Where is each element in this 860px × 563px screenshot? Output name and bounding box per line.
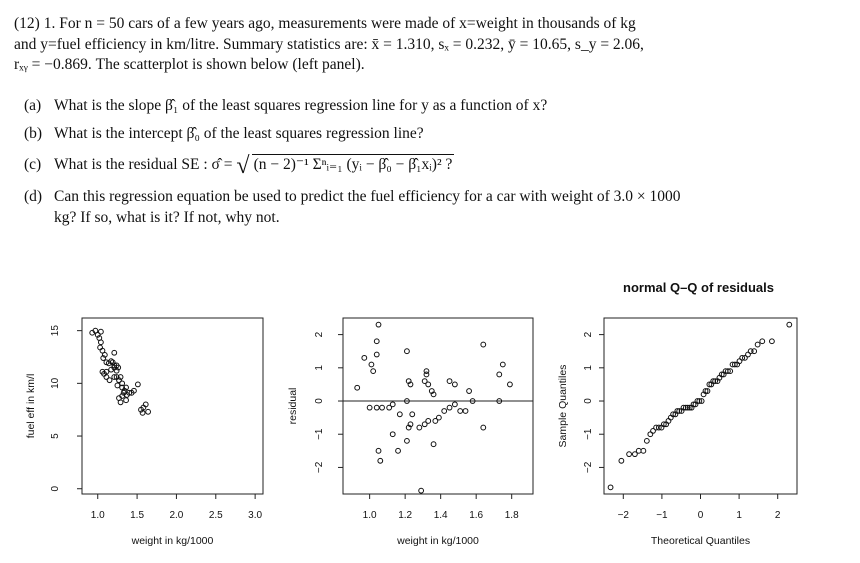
chart-title: normal Q–Q of residuals	[623, 280, 774, 295]
data-point	[627, 452, 632, 457]
data-point	[458, 409, 463, 414]
data-point	[500, 362, 505, 367]
data-point	[374, 405, 379, 410]
x-tick-label: 2.5	[208, 510, 223, 521]
x-tick-label: 1.8	[504, 510, 519, 521]
intro-line-2: and y=fuel efficiency in km/litre. Summary statistics are: x̄ = 1.310, sₓ = 0.232, ȳ = 10.65, s_y = 2.06,	[14, 35, 644, 53]
data-point	[124, 398, 129, 403]
data-point	[508, 382, 513, 387]
question-b-label: (b)	[24, 125, 43, 142]
data-point	[417, 425, 422, 430]
y-axis-label: Sample Quantiles	[557, 364, 569, 448]
y-tick-label: −2	[314, 461, 325, 474]
x-axis-label: weight in kg/1000	[131, 535, 214, 547]
plot-frame	[82, 318, 263, 494]
data-point	[374, 339, 379, 344]
y-tick-label: −2	[583, 461, 594, 474]
y-tick-label: 1	[583, 365, 594, 371]
data-point	[608, 485, 613, 490]
data-point	[355, 385, 360, 390]
data-point	[371, 369, 376, 374]
x-tick-label: 3.0	[248, 510, 263, 521]
x-tick-label: 1.4	[433, 510, 448, 521]
x-tick-label: −2	[617, 510, 630, 521]
chart-1	[25, 318, 263, 547]
y-tick-label: 15	[50, 325, 61, 337]
data-point	[419, 488, 424, 493]
data-point	[378, 458, 383, 463]
data-point	[426, 419, 431, 424]
data-point	[481, 342, 486, 347]
data-point	[369, 362, 374, 367]
data-point	[447, 379, 452, 384]
y-axis-label: fuel eff in km/l	[25, 373, 37, 439]
y-tick-label: −1	[314, 428, 325, 440]
question-d-text-line-1: Can this regression equation be used to predict the fuel efficiency for a car with weight of 3.0 × 1000	[54, 188, 681, 205]
data-point	[442, 409, 447, 414]
data-point	[636, 448, 641, 453]
data-point	[118, 400, 123, 405]
data-point	[405, 349, 410, 354]
data-point	[755, 342, 760, 347]
data-point	[452, 402, 457, 407]
question-b-text: What is the intercept β̂₀ of the least squares regression line?	[54, 125, 424, 142]
data-point	[367, 405, 372, 410]
y-tick-label: 5	[50, 433, 61, 439]
x-tick-label: 1.6	[469, 510, 484, 521]
x-tick-label: 0	[697, 510, 704, 521]
question-c-text: What is the residual SE : σ̂ =	[54, 156, 233, 173]
data-point	[447, 405, 452, 410]
data-point	[644, 438, 649, 443]
y-tick-label: 10	[50, 377, 61, 389]
x-tick-label: 2.0	[169, 510, 184, 521]
data-point	[752, 349, 757, 354]
data-point	[619, 458, 624, 463]
data-point	[362, 355, 367, 360]
y-tick-label: 2	[314, 331, 325, 338]
data-point	[424, 372, 429, 377]
data-point	[426, 382, 431, 387]
chart-3	[557, 280, 797, 547]
x-axis-label: Theoretical Quantiles	[650, 535, 751, 547]
y-tick-label: 2	[583, 331, 594, 338]
x-tick-label: 2	[774, 510, 781, 521]
data-point	[374, 352, 379, 357]
data-point	[481, 425, 486, 430]
chart-2	[287, 318, 533, 547]
x-tick-label: 1	[736, 510, 742, 521]
y-tick-label: 0	[314, 398, 325, 404]
data-point	[98, 340, 103, 345]
y-axis-label: residual	[287, 387, 299, 425]
data-point	[107, 378, 112, 383]
data-point	[770, 339, 775, 344]
data-point	[641, 448, 646, 453]
data-point	[376, 448, 381, 453]
x-tick-label: −1	[656, 510, 668, 521]
x-tick-label: 1.0	[90, 510, 105, 521]
data-point	[467, 389, 472, 394]
question-c-label: (c)	[24, 156, 42, 173]
data-point	[390, 402, 395, 407]
data-point	[396, 448, 401, 453]
data-point	[112, 350, 117, 355]
data-point	[146, 409, 151, 414]
data-point	[436, 415, 441, 420]
x-tick-label: 1.2	[398, 510, 413, 521]
x-tick-label: 1.0	[362, 510, 377, 521]
data-point	[376, 322, 381, 327]
data-point	[787, 322, 792, 327]
data-point	[380, 405, 385, 410]
data-point	[135, 382, 140, 387]
data-point	[410, 412, 415, 417]
x-tick-label: 1.5	[130, 510, 145, 521]
data-point	[760, 339, 765, 344]
y-tick-label: −1	[583, 428, 594, 440]
data-point	[405, 438, 410, 443]
question-d-text-line-2: kg? If so, what is it? If not, why not.	[54, 208, 280, 226]
intro-line-1: (12) 1. For n = 50 cars of a few years ago, measurements were made of x=weight in thousands of kg	[14, 15, 636, 32]
intro-line-3: rₓᵧ = −0.869. The scatterplot is shown below (left panel).	[14, 56, 365, 73]
data-point	[98, 329, 103, 334]
residual-se-formula: (n − 2)⁻¹ Σⁿᵢ₌₁ (yᵢ − β̂₀ − β̂₁xᵢ)² ?	[252, 154, 455, 176]
question-a-text: What is the slope β̂₁ of the least squares regression line for y as a function of x?	[54, 97, 548, 114]
sqrt-symbol: √	[236, 153, 250, 179]
y-tick-label: 0	[583, 398, 594, 404]
data-point	[463, 409, 468, 414]
data-point	[397, 412, 402, 417]
question-d-label: (d)	[24, 188, 43, 205]
y-tick-label: 0	[50, 485, 61, 492]
data-point	[115, 383, 120, 388]
data-point	[431, 442, 436, 447]
data-point	[497, 372, 502, 377]
data-point	[390, 432, 395, 437]
y-tick-label: 1	[314, 365, 325, 371]
plot-frame	[604, 318, 797, 494]
data-point	[452, 382, 457, 387]
x-axis-label: weight in kg/1000	[397, 535, 479, 547]
question-a-label: (a)	[24, 97, 42, 114]
